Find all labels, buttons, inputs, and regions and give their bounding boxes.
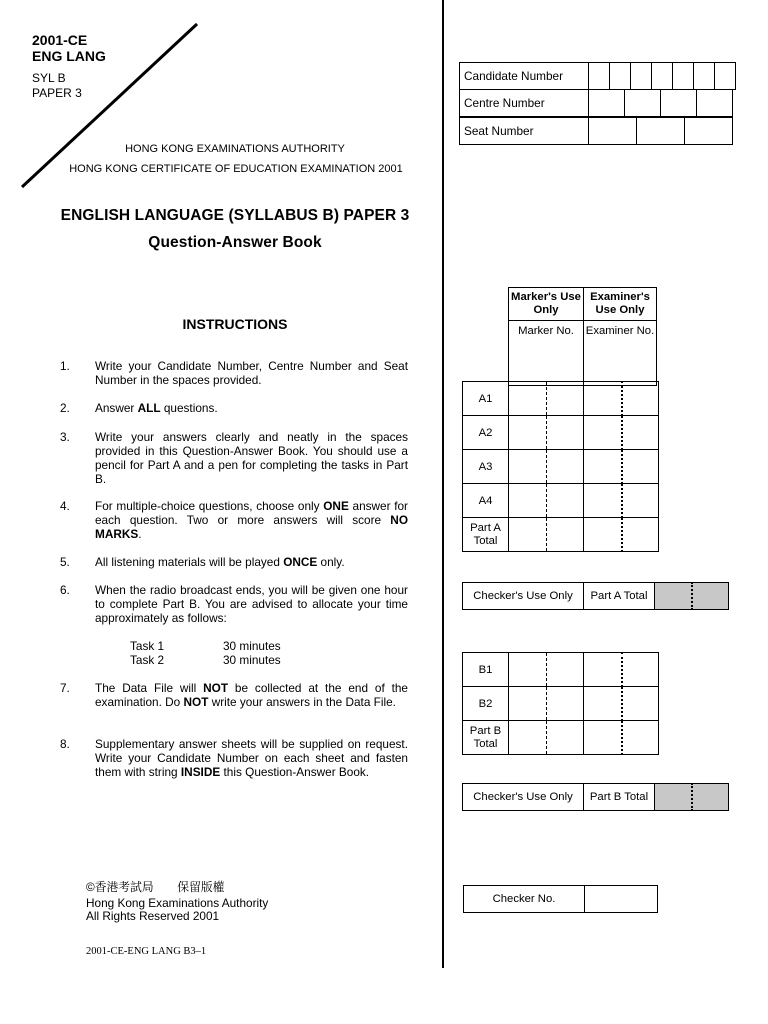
marker-score-cell[interactable] [547, 653, 584, 687]
marker-score-cell[interactable] [509, 416, 547, 450]
item-number: 5. [60, 555, 70, 569]
marker-score-cell[interactable] [547, 450, 584, 484]
syllabus-label: SYL B [32, 71, 66, 85]
checker-score-cell[interactable] [692, 583, 729, 610]
item-number: 3. [60, 430, 70, 444]
item-text: The Data File will NOT be collected at the end of the examination. Do NOT write your answers in the Data File. [95, 681, 408, 709]
seat-info-table [459, 117, 733, 145]
paper-title: ENGLISH LANGUAGE (SYLLABUS B) PAPER 3 [60, 207, 410, 224]
candidate-number-label: Candidate Number [460, 63, 589, 90]
part-b-marks-table [462, 652, 659, 755]
checker-score-cell[interactable] [655, 784, 693, 811]
checkers-use-only-label: Checker's Use Only [463, 583, 584, 610]
item-number: 6. [60, 583, 70, 597]
row-label-a1: A1 [463, 382, 509, 416]
candidate-number-box[interactable] [631, 63, 652, 90]
paper-label: PAPER 3 [32, 86, 82, 100]
copyright-authority: Hong Kong Examinations Authority [86, 896, 269, 910]
authority-name: HONG KONG EXAMINATIONS AUTHORITY [125, 143, 345, 155]
markers-use-only: Marker's Use Only [509, 288, 584, 321]
centre-info-table [459, 89, 733, 117]
row-label-b2: B2 [463, 687, 509, 721]
row-label-part-b-total: Part B Total [463, 721, 509, 755]
examiner-score-cell[interactable] [622, 687, 659, 721]
vertical-divider [442, 0, 444, 968]
examiner-score-cell[interactable] [622, 416, 659, 450]
copyright-rights: All Rights Reserved 2001 [86, 909, 220, 923]
task-2-name: Task 2 [130, 653, 165, 667]
marker-score-cell[interactable] [509, 484, 547, 518]
candidate-info-table [459, 62, 736, 90]
seat-number-label: Seat Number [460, 118, 589, 145]
checker-no-box[interactable] [585, 886, 658, 913]
seat-number-box[interactable] [637, 118, 685, 145]
row-label-b1: B1 [463, 653, 509, 687]
item-text: All listening materials will be played ONCE only. [95, 555, 345, 569]
item-text: For multiple-choice questions, choose only ONE answer for each question. Two or more answers will score NO MARKS. [95, 499, 408, 541]
item-number: 1. [60, 359, 70, 373]
marker-score-cell[interactable] [547, 382, 584, 416]
examiner-score-cell[interactable] [622, 518, 659, 552]
instructions-heading: INSTRUCTIONS [182, 316, 288, 332]
candidate-number-box[interactable] [589, 63, 610, 90]
candidate-number-box[interactable] [673, 63, 694, 90]
checker-part-a-table [462, 582, 729, 610]
item-number: 2. [60, 401, 70, 415]
part-a-marks-table [462, 381, 659, 552]
item-text: Write your Candidate Number, Centre Number and Seat Number in the spaces provided. [95, 359, 408, 387]
checker-score-cell[interactable] [655, 583, 693, 610]
item-number: 8. [60, 737, 70, 751]
row-label-a3: A3 [463, 450, 509, 484]
examiner-score-cell[interactable] [584, 416, 623, 450]
checker-no-table [463, 885, 658, 913]
exam-code-line2: ENG LANG [32, 48, 106, 64]
centre-number-box[interactable] [625, 90, 661, 117]
row-label-part-a-total: Part A Total [463, 518, 509, 552]
marker-score-cell[interactable] [509, 382, 547, 416]
examiner-score-cell[interactable] [584, 484, 623, 518]
marker-score-cell[interactable] [509, 687, 547, 721]
examiner-score-cell[interactable] [622, 653, 659, 687]
candidate-number-box[interactable] [694, 63, 715, 90]
seat-number-box[interactable] [589, 118, 637, 145]
row-label-a2: A2 [463, 416, 509, 450]
checkers-use-only-label: Checker's Use Only [463, 784, 584, 811]
checker-no-label: Checker No. [464, 886, 585, 913]
row-label-a4: A4 [463, 484, 509, 518]
marker-score-cell[interactable] [547, 484, 584, 518]
marker-score-cell[interactable] [509, 518, 547, 552]
centre-number-box[interactable] [589, 90, 625, 117]
marker-score-cell[interactable] [547, 416, 584, 450]
exam-name: HONG KONG CERTIFICATE OF EDUCATION EXAMINATION 2001 [69, 163, 403, 175]
item-text: Supplementary answer sheets will be supplied on request. Write your Candidate Number on each sheet and fasten them with string INSIDE this Question-Answer Book. [95, 737, 408, 779]
marker-score-cell[interactable] [509, 450, 547, 484]
examiner-score-cell[interactable] [584, 382, 623, 416]
marker-score-cell[interactable] [547, 687, 584, 721]
marker-no-label: Marker No. [509, 321, 584, 386]
checker-part-b-table [462, 783, 729, 811]
examiner-score-cell[interactable] [622, 484, 659, 518]
examiner-score-cell[interactable] [622, 382, 659, 416]
examiner-no-label: Examiner No. [584, 321, 657, 386]
item-text: Answer ALL questions. [95, 401, 218, 415]
examiners-use-only: Examiner's Use Only [584, 288, 657, 321]
task-1-time: 30 minutes [223, 639, 281, 653]
examiner-score-cell[interactable] [584, 450, 623, 484]
item-text: Write your answers clearly and neatly in the spaces provided in this Question-Answer Book. You should use a pencil for Part A and a pen for completing the tasks in Part B. [95, 430, 408, 486]
item-number: 4. [60, 499, 70, 513]
marker-score-cell[interactable] [509, 721, 547, 755]
part-a-total-label: Part A Total [584, 583, 655, 610]
candidate-number-box[interactable] [610, 63, 631, 90]
task-1-name: Task 1 [130, 639, 165, 653]
marker-score-cell[interactable] [547, 518, 584, 552]
examiner-score-cell[interactable] [622, 721, 659, 755]
task-2-time: 30 minutes [223, 653, 281, 667]
centre-number-box[interactable] [697, 90, 733, 117]
examiner-score-cell[interactable] [622, 450, 659, 484]
exam-code-line1: 2001-CE [32, 32, 88, 48]
marker-score-cell[interactable] [509, 653, 547, 687]
candidate-number-box[interactable] [652, 63, 673, 90]
examiner-score-cell[interactable] [584, 518, 623, 552]
item-number: 7. [60, 681, 70, 695]
examiner-score-cell[interactable] [584, 687, 623, 721]
centre-number-label: Centre Number [460, 90, 589, 117]
copyright-chinese: ©香港考試局 保留版權 [86, 880, 225, 894]
item-text: When the radio broadcast ends, you will be given one hour to complete Part B. You are advised to allocate your time approximately as follows: [95, 583, 408, 625]
book-title: Question-Answer Book [148, 234, 322, 251]
centre-number-box[interactable] [661, 90, 697, 117]
examiner-score-cell[interactable] [584, 653, 623, 687]
part-b-total-label: Part B Total [584, 784, 655, 811]
marker-header-table [508, 287, 657, 386]
checker-score-cell[interactable] [692, 784, 729, 811]
marker-score-cell[interactable] [547, 721, 584, 755]
page-code: 2001-CE-ENG LANG B3–1 [86, 946, 207, 957]
candidate-number-box[interactable] [715, 63, 736, 90]
seat-number-box[interactable] [685, 118, 733, 145]
examiner-score-cell[interactable] [584, 721, 623, 755]
